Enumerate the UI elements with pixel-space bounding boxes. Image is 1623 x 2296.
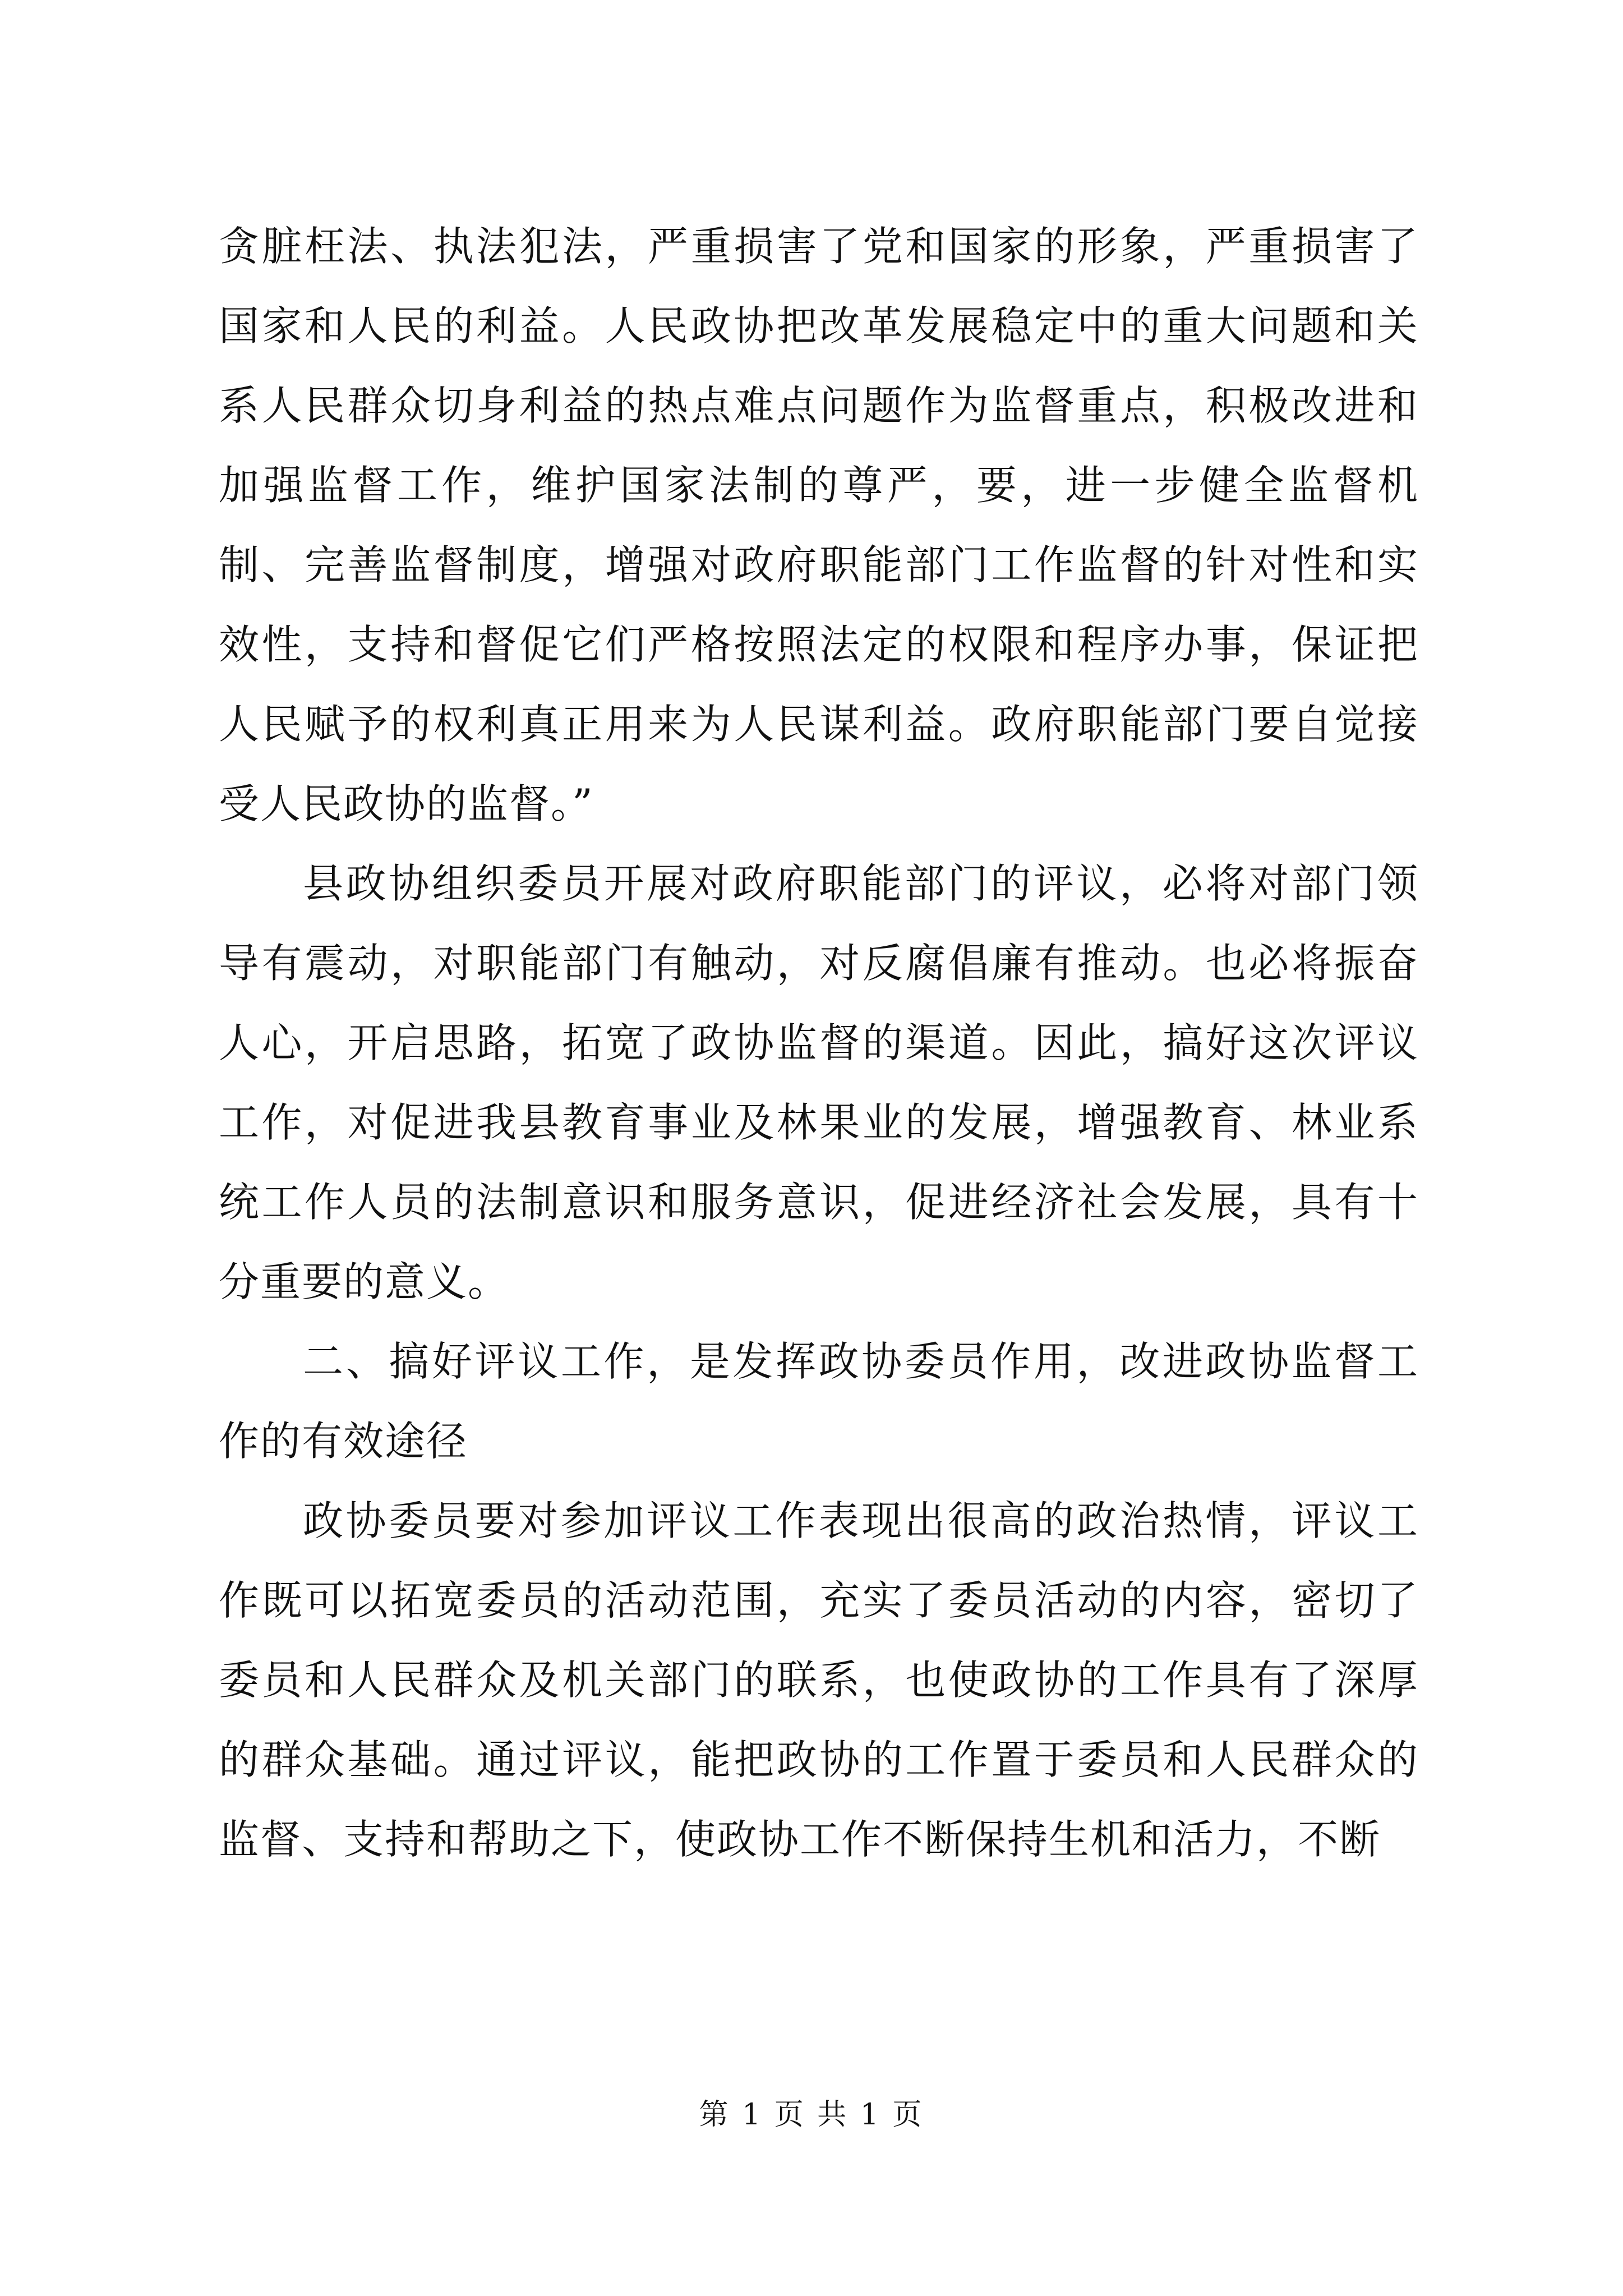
- paragraph-member-role: 政协委员要对参加评议工作表现出很高的政治热情，评议工作既可以拓宽委员的活动范围，充实了委员活动的内容，密切了委员和人民群众及机关部门的联系，也使政协的工作具有了深厚的群众基础。通过评议，能把政协的工作置于委员和人民群众的监督、支持和帮助之下，使政协工作不断保持生机和活力，不断: [219, 1497, 1419, 1863]
- section-heading-two: 二、搞好评议工作，是发挥政协委员作用，改进政协监督工作的有效途径: [219, 1338, 1419, 1465]
- page-footer: 第 1 页 共 1 页: [699, 2098, 924, 2132]
- paragraph-continuation: 贪脏枉法、执法犯法，严重损害了党和国家的形象，严重损害了国家和人民的利益。人民政协把改革发展稳定中的重大问题和关系人民群众切身利益的热点难点问题作为监督重点，积极改进和加强监督工作，维护国家法制的尊严，要，进一步健全监督机制、完善监督制度，增强对政府职能部门工作监督的针对性和实效性，支持和督促它们严格按照法定的权限和程序办事，保证把人民赋予的权利真正用来为人民谋利益。政府职能部门要自觉接受人民政协的监督。”: [219, 223, 1419, 827]
- paragraph-evaluation-significance: 县政协组织委员开展对政府职能部门的评议，必将对部门领导有震动，对职能部门有触动，对反腐倡廉有推动。也必将振奋人心，开启思路，拓宽了政协监督的渠道。因此，搞好这次评议工作，对促进我县教育事业及林果业的发展，增强教育、林业系统工作人员的法制意识和服务意识，促进经济社会发展，具有十分重要的意义。: [219, 860, 1419, 1305]
- document-body: [219, 206, 1419, 1879]
